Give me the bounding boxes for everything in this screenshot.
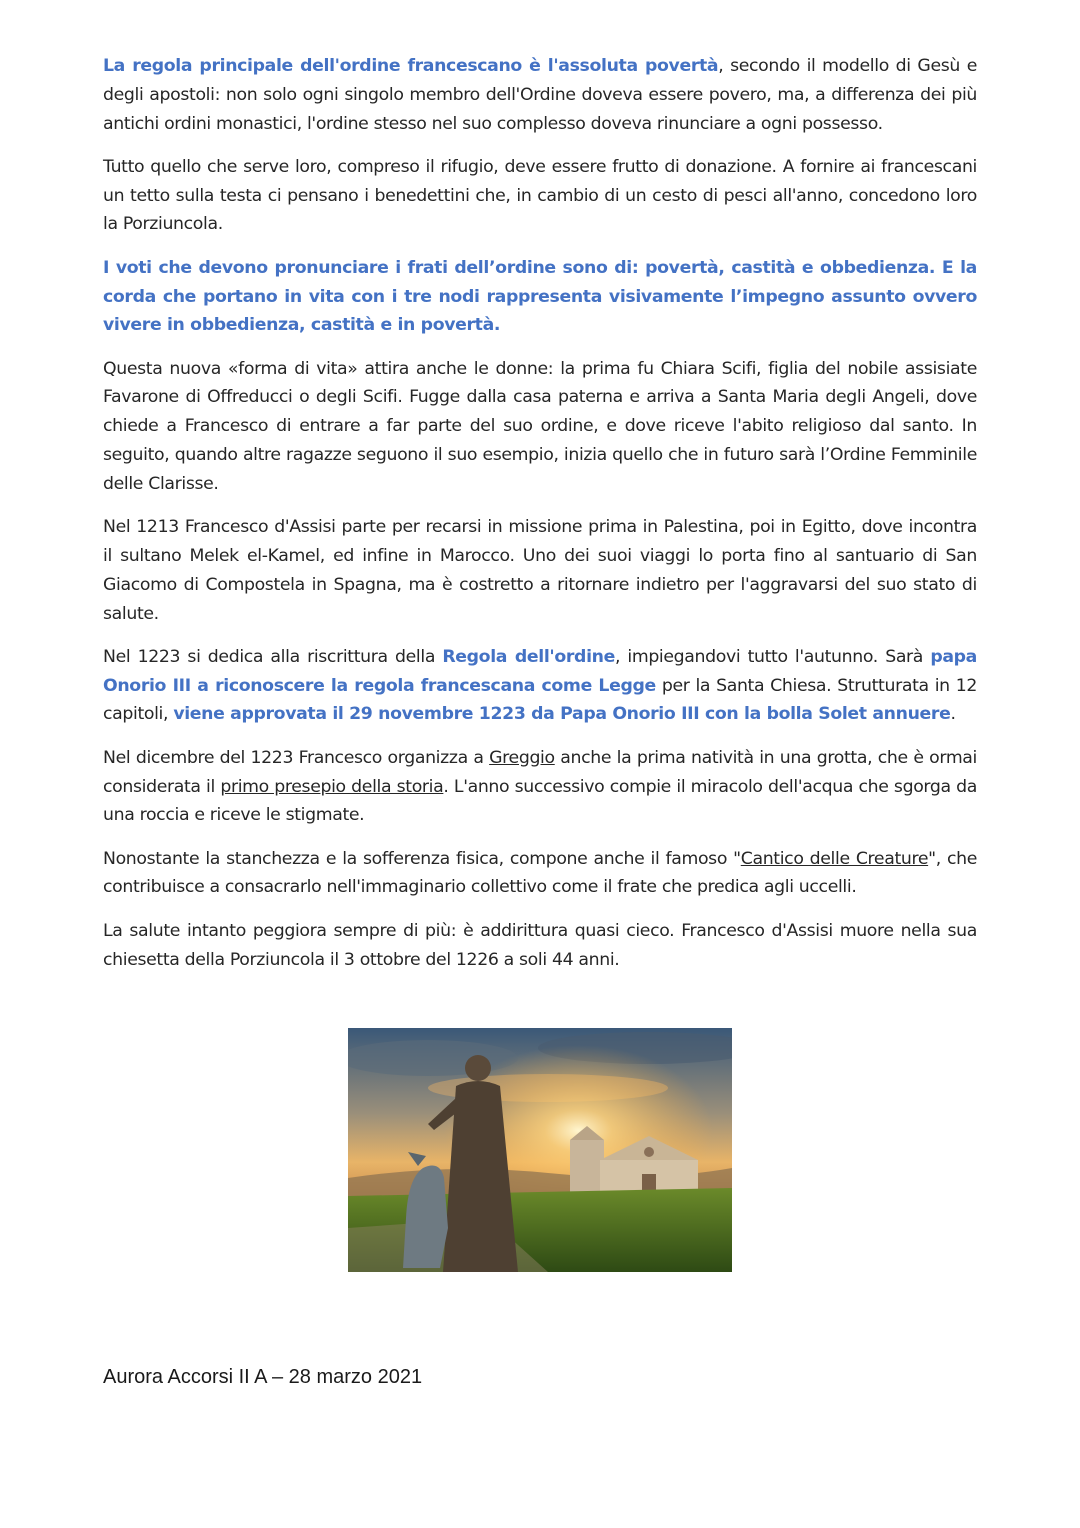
paragraph-rule bbox=[103, 643, 977, 729]
photo-illustration bbox=[348, 1028, 732, 1272]
paragraph-death: La salute intanto peggiora sempre di più: è addirittura quasi cieco. Francesco d'Assisi muore nella sua chiesetta della Porziuncola il 3 ottobre del 1226 a soli 44 anni. bbox=[103, 920, 977, 970]
text-span: . bbox=[950, 704, 956, 725]
text-span: . L'anno successivo compie il miracolo dell'acqua che sgorga da una roccia e riceve le stigmate. bbox=[103, 776, 977, 826]
highlight-regola: Regola dell'ordine bbox=[442, 646, 615, 667]
paragraph-missions: Nel 1213 Francesco d'Assisi parte per recarsi in missione prima in Palestina, poi in Egitto, dove incontra il sultano Melek el-Kamel, ed infine in Marocco. Uno dei suoi viaggi lo porta fino al santuario di San Giacomo di Compostela in Spagna, ma è costretto a ritornare indietro per l'aggravarsi del suo stato di salute. bbox=[103, 517, 977, 624]
underlined-cantico: Cantico delle Creature bbox=[740, 848, 929, 869]
text-span: , impiegandovi tutto l'autunno. Sarà bbox=[614, 646, 931, 667]
highlight-approval: viene approvata il 29 novembre 1223 da Papa Onorio III con la bolla Solet annuere bbox=[173, 704, 951, 725]
paragraph-chiara: Questa nuova «forma di vita» attira anche le donne: la prima fu Chiara Scifi, figlia del nobile assisiate Favarone di Offreducci o degli Scifi. Fugge dalla casa paterna e arriva a Santa Maria degli Angeli, dove chiede a Francesco di entrare a far parte del suo ordine, e dove riceve l'abito religioso dal santo. In seguito, quando altre ragazze seguono il suo esempio, inizia quello che in futuro sarà l’Ordine Femminile delle Clarisse. bbox=[103, 358, 977, 494]
highlight-onorio: papa Onorio III a riconoscere la regola francescana come Legge bbox=[103, 646, 977, 696]
text-span: ", che contribuisce a consacrarlo nell'immaginario collettivo come il frate che predica agli uccelli. bbox=[103, 848, 977, 898]
paragraph-vows: I voti che devono pronunciare i frati dell’ordine sono di: povertà, castità e obbedienza. E la corda che portano in vita con i tre nodi rappresenta visivamente l’impegno assunto ovvero vivere in obbedienza, castità e in povertà. bbox=[103, 257, 977, 336]
paragraph-text: , secondo il modello di Gesù e degli apostoli: non solo ogni singolo membro dell'Ordine doveva essere povero, ma, a differenza dei più antichi ordini monastici, l'ordine stesso nel suo complesso doveva rinunciare a ogni possesso. bbox=[103, 56, 978, 134]
underlined-greggio: Greggio bbox=[489, 747, 555, 768]
text-span: per la Santa Chiesa. Strutturata in 12 capitoli, bbox=[103, 675, 977, 725]
text-span: anche la prima natività in una grotta, che è ormai considerata il bbox=[103, 747, 977, 797]
paragraph-poverty bbox=[103, 52, 977, 138]
paragraph-nativity bbox=[103, 744, 977, 830]
paragraph-donation: Tutto quello che serve loro, compreso il rifugio, deve essere frutto di donazione. A fornire ai francescani un tetto sulla testa ci pensano i benedettini che, in cambio di un cesto di pesci all'anno, concedono loro la Porziuncola. bbox=[103, 156, 977, 235]
paragraph-cantico bbox=[103, 845, 977, 903]
text-span: Nel 1223 si dedica alla riscrittura della bbox=[103, 646, 443, 667]
underlined-presepio: primo presepio della storia bbox=[220, 776, 444, 797]
document-body bbox=[103, 52, 977, 989]
text-span: Nel dicembre del 1223 Francesco organizza a bbox=[103, 747, 490, 768]
author-footer: Aurora Accorsi II A – 28 marzo 2021 bbox=[103, 1366, 423, 1388]
text-span: Nonostante la stanchezza e la sofferenza fisica, compone anche il famoso " bbox=[103, 848, 741, 869]
highlight-rule: La regola principale dell'ordine francescano è l'assoluta povertà bbox=[103, 56, 719, 76]
francis-statue-photo bbox=[348, 1028, 732, 1272]
